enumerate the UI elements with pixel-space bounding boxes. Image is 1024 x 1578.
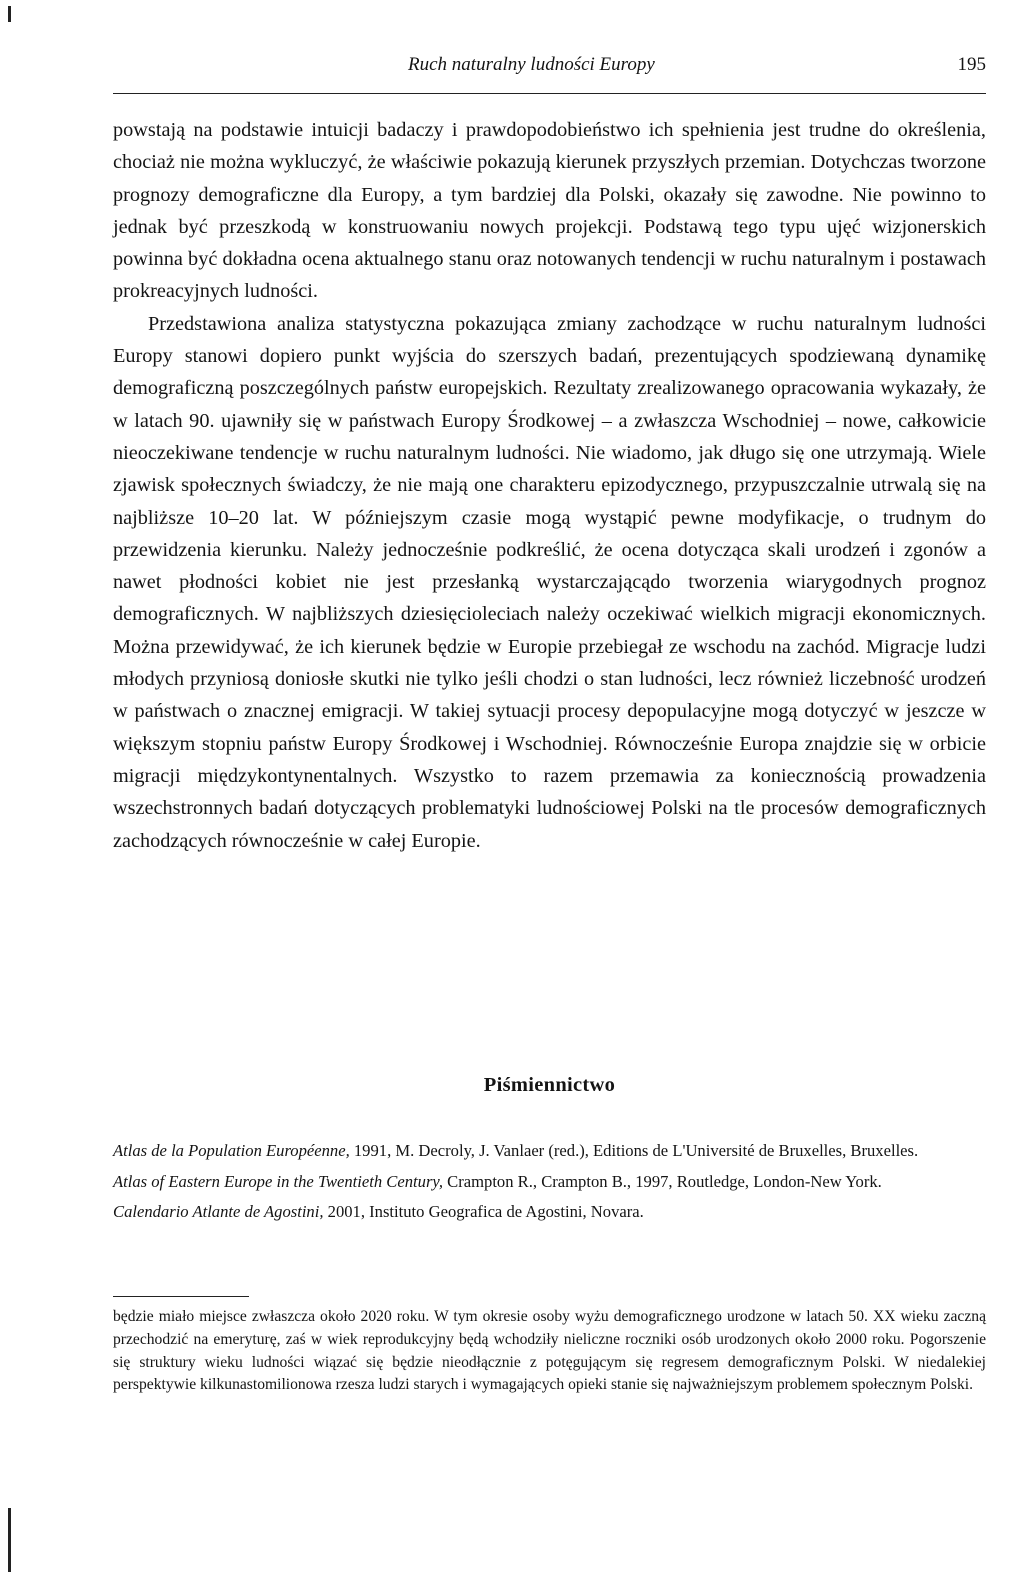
references-heading: Piśmiennictwo [483,1074,616,1096]
body-paragraph: Przedstawiona analiza statystyczna pokazująca zmiany zachodzące w ruchu naturalnym ludności Europy stanowi dopiero punkt wyjścia do szerszych badań, prezentujących spodziewaną dynamikę demograficzną poszczególnych państw europejskich. Rezultaty zrealizowanego opracowania wykazały, że w latach 90. ujawniły się w państwach Europy Środkowej – a zwłaszcza Wschodniej – nowe, całkowicie nieoczekiwane tendencje w ruchu naturalnym ludności. Nie wiadomo, jak długo się one utrzymają. Wiele zjawisk społecznych świadczy, że nie mają one charakteru epizodycznego, przypuszczalnie utrwalą się na najbliższe 10–20 lat. W późniejszym czasie mogą wystąpić pewne modyfikacje, o trudnym do przewidzenia kierunku. Należy jednocześnie podkreślić, że ocena dotycząca skali urodzeń i zgonów a nawet płodności kobiet nie jest przesłanką wystarczającądo tworzenia wiarygodnych prognoz demograficznych. W najbliższych dziesięcioleciach należy oczekiwać wielkich migracji ekonomicznych. Można przewidywać, że ich kierunek będzie w Europie przebiegał ze wschodu na zachód. Migracje ludzi młodych przyniosą doniosłe skutki nie tylko jeśli chodzi o stan ludności, lecz również liczebność urodzeń w państwach o znacznej emigracji. W takiej sytuacji procesy depopulacyjne mogą dotyczyć w jeszcze w większym stopniu państw Europy Środkowej i Wschodniej. Równocześnie Europa znajdzie się w orbicie migracji międzykontynentalnych. Wszystko to razem przemawia za koniecznością prowadzenia wszechstronnych badań dotyczących problematyki ludnościowej Polski na tle procesów demograficznych zachodzących równocześnie w całej Europie. [113,312,986,852]
reference-title: Calendario Atlante de Agostini, [113,1202,324,1221]
running-header [113,54,986,82]
reference-item [113,1201,986,1224]
page-number: 195 [957,54,986,75]
reference-title: Atlas de la Population Européenne, [113,1141,350,1160]
reference-details: Crampton R., Crampton B., 1997, Routledge, London-New York. [443,1171,882,1191]
body-paragraph: powstają na podstawie intuicji badaczy i prawdopodobieństwo ich spełnienia jest trudne do określenia, chociaż nie można wykluczyć, że właściwie pokazują kierunek przyszłych przemian. Dotychczas tworzone prognozy demograficzne dla Europy, a tym bardziej dla Polski, okazały się zawodne. Nie powinno to jednak być przeszkodą w konstruowaniu nowych projekcji. Podstawą tego typu ujęć wizjonerskich powinna być dokładna ocena aktualnego stanu oraz notowanych tendencji w ruchu naturalnym i postawach prokreacyjnych ludności. [113,119,986,303]
scan-edge-mark-bottom [8,1508,11,1572]
scan-edge-mark-top [8,6,11,22]
reference-title: Atlas of Eastern Europe in the Twentieth Century, [113,1171,444,1191]
reference-details: 1991, M. Decroly, J. Vanlaer (red.), Editions de L'Université de Bruxelles, Bruxelles. [349,1141,919,1160]
footnote-rule [113,1296,249,1297]
header-rule [113,93,986,94]
reference-details: 2001, Instituto Geografica de Agostini, Novara. [323,1202,644,1221]
footnote: będzie miało miejsce zwłaszcza około 2020 roku. W tym okresie osoby wyżu demograficznego urodzone w latach 50. XX wieku zaczną przechodzić na emeryturę, zaś w wiek reprodukcyjny będą wchodziły nieliczne roczniki osób urodzonych około 2000 roku. Pogorszenie się struktury wieku ludności wiązać się będzie nieodłącznie z potęgującym się regresem demograficznym Polski. W niedalekiej perspektywie kilkunastomilionowa rzesza ludzi starych i wymagających opieki stanie się najważniejszym problemem społecznym Polski. [113,1308,986,1394]
references-list [113,1140,986,1232]
body-text [113,114,986,857]
running-title: Ruch naturalny ludności Europy [408,54,655,75]
reference-item [113,1171,986,1194]
reference-item [113,1140,986,1163]
